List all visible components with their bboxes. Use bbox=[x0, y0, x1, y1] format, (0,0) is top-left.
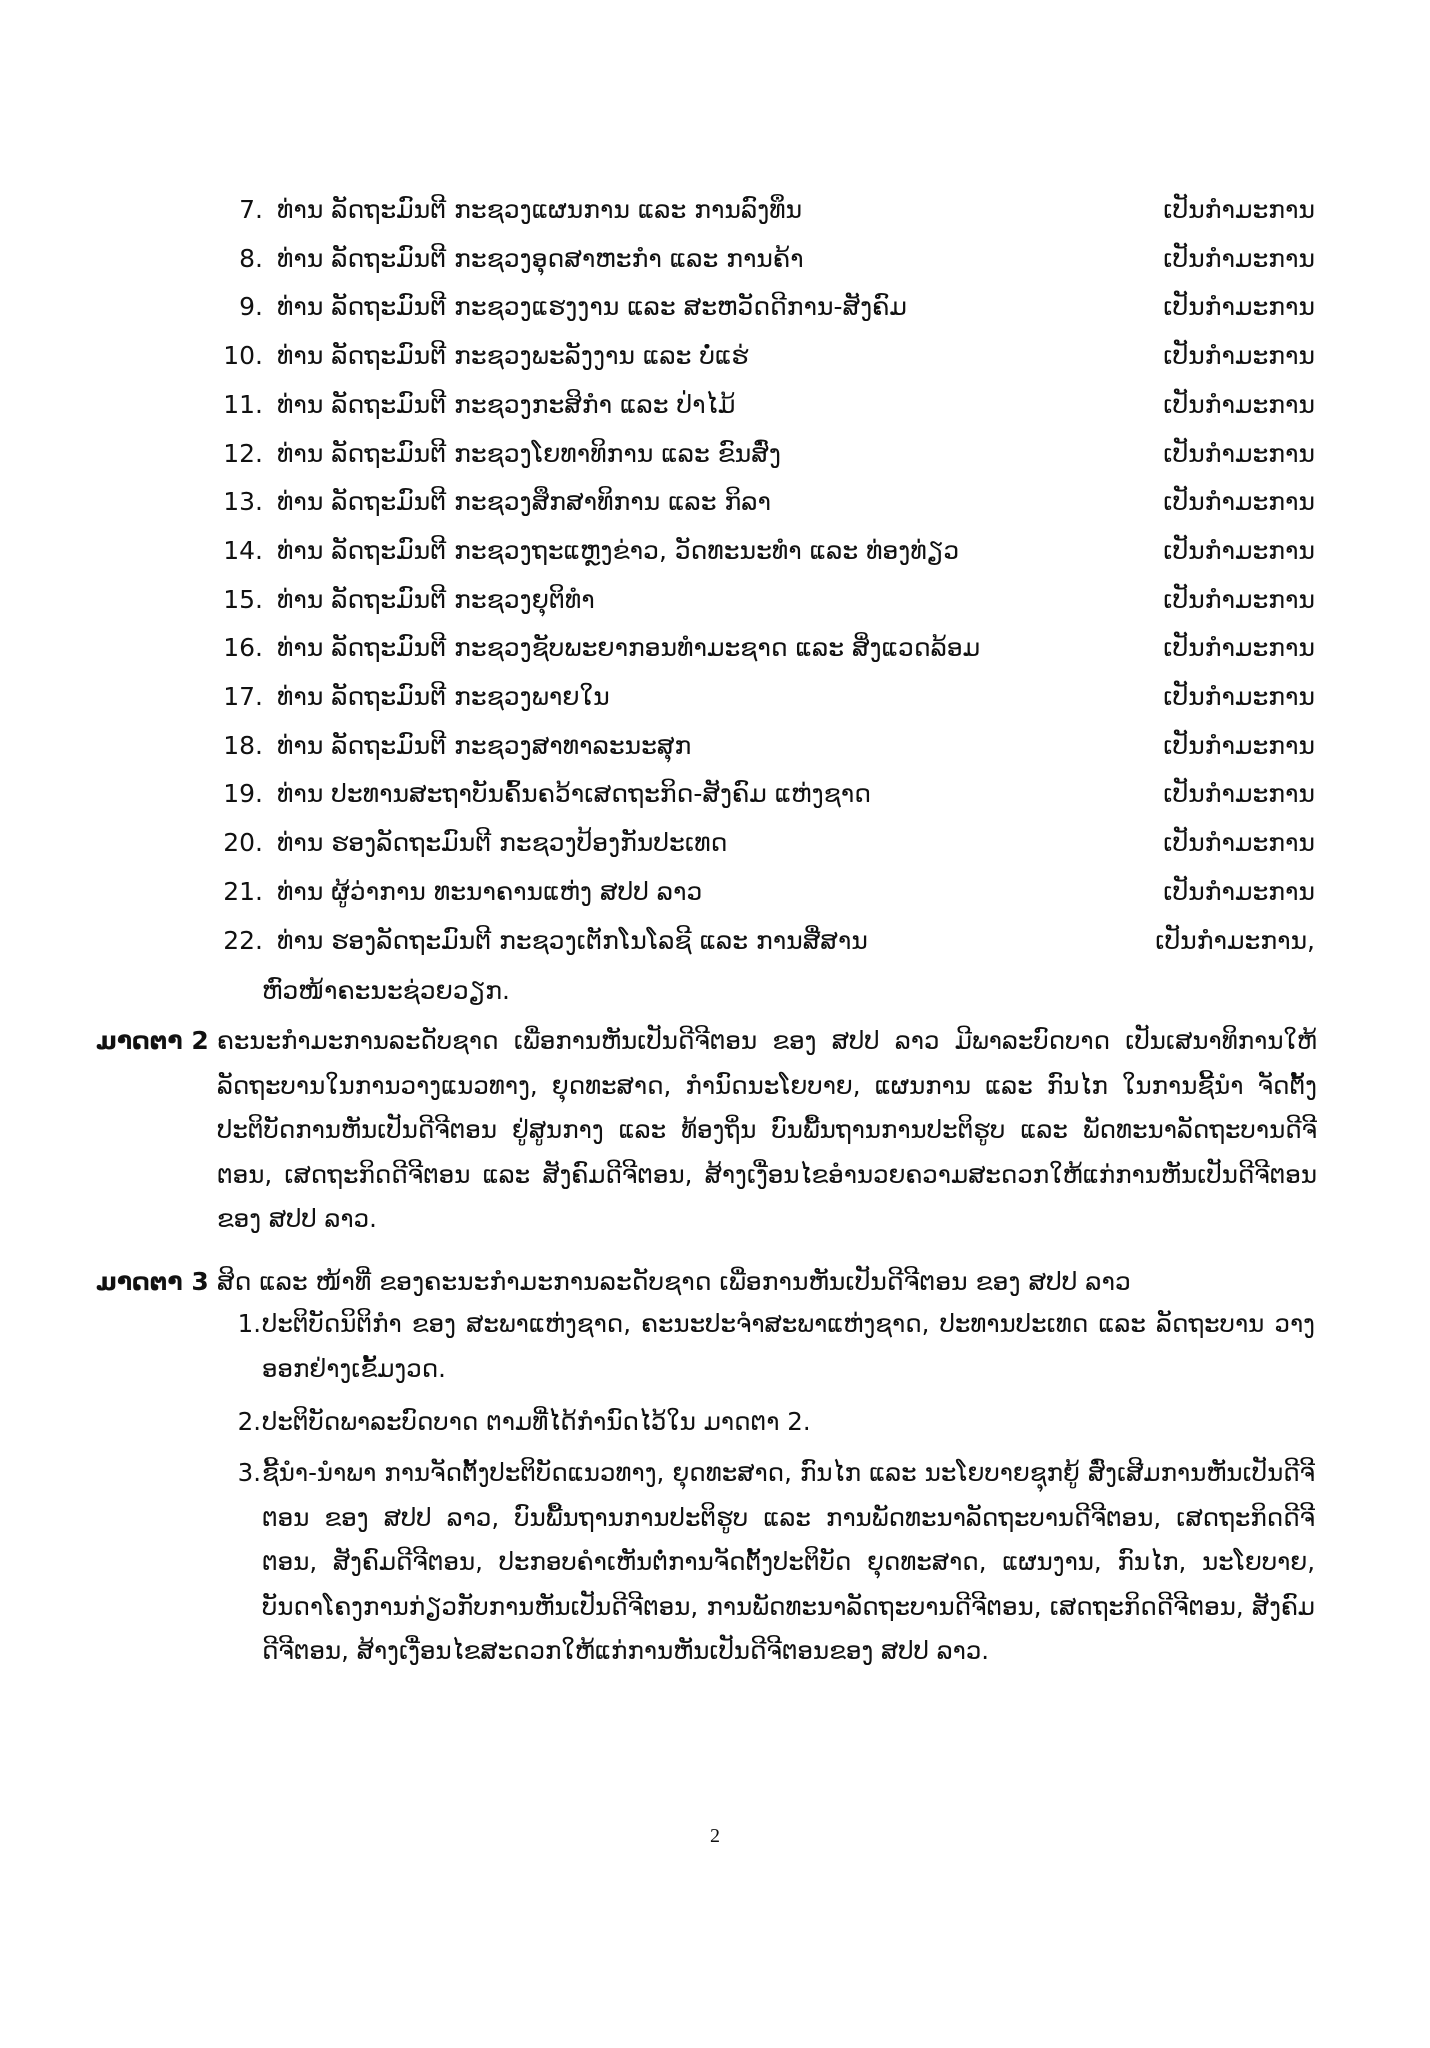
member-continuation: ຫົວໜ້າຄະນະຊ່ວຍວຽກ. bbox=[262, 976, 510, 1005]
item-text: ປະຕິບັດພາລະບົດບາດ ຕາມທີ່ໄດ້ກຳນົດໄວ້ໃນ ມາດຕາ 2. bbox=[262, 1407, 811, 1436]
member-number: 17. bbox=[223, 682, 263, 711]
member-name: ທ່ານ ຮອງລັດຖະມົນຕີ ກະຊວງປ້ອງກັນປະເທດ bbox=[277, 828, 728, 858]
member-row bbox=[215, 336, 1315, 376]
member-number: 22. bbox=[223, 925, 263, 955]
member-role: ເປັນກຳມະການ, bbox=[1155, 925, 1315, 955]
member-name: ທ່ານ ຮອງລັດຖະມົນຕີ ກະຊວງເຕັກໂນໂລຊີ ແລະ ການສື່ສານ bbox=[277, 925, 868, 955]
member-role: ເປັນກຳມະການ bbox=[1163, 535, 1315, 565]
member-name: ທ່ານ ລັດຖະມົນຕີ ກະຊວງພະລັງງານ ແລະ ບໍ່ແຮ່ bbox=[277, 341, 749, 371]
member-role: ເປັນກຳມະການ bbox=[1163, 195, 1315, 224]
member-name: ທ່ານ ຜູ້ວ່າການ ທະນາຄານແຫ່ງ ສປປ ລາວ bbox=[277, 876, 703, 906]
member-role: ເປັນກຳມະການ bbox=[1163, 779, 1315, 809]
member-role: ເປັນກຳມະການ bbox=[1163, 876, 1315, 906]
member-number: 21. bbox=[223, 876, 263, 906]
article-3-heading: ສິດ ແລະ ໜ້າທີ່ ຂອງຄະນະກຳມະການລະດັບຊາດ ເພື່ອການຫັນເປັນດີຈີຕອນ ຂອງ ສປປ ລາວ bbox=[217, 1267, 1131, 1296]
member-row bbox=[215, 434, 1315, 474]
member-row bbox=[215, 531, 1315, 571]
page-number: 2 bbox=[710, 1825, 720, 1847]
article-2-label: ມາດຕາ 2 bbox=[96, 1026, 209, 1055]
member-row bbox=[215, 921, 1315, 961]
member-row bbox=[215, 580, 1315, 620]
member-role: ເປັນກຳມະການ bbox=[1163, 438, 1315, 468]
member-row bbox=[215, 726, 1315, 766]
member-number: 9. bbox=[239, 292, 263, 322]
member-number: 18. bbox=[223, 730, 263, 760]
member-number: 15. bbox=[223, 584, 263, 614]
member-row bbox=[215, 677, 1315, 717]
member-role: ເປັນກຳມະການ bbox=[1163, 243, 1315, 273]
member-role: ເປັນກຳມະການ bbox=[1163, 682, 1315, 711]
member-number: 11. bbox=[223, 389, 263, 419]
member-number: 8. bbox=[239, 243, 263, 273]
item-number: 3. bbox=[237, 1458, 261, 1487]
item-number: 2. bbox=[237, 1407, 261, 1436]
member-row bbox=[215, 190, 1315, 230]
article-3-item bbox=[215, 1400, 1315, 1445]
member-row bbox=[215, 482, 1315, 522]
member-name: ທ່ານ ລັດຖະມົນຕີ ກະຊວງຊັບພະຍາກອນທຳມະຊາດ ແລະ ສິ່ງແວດລ້ອມ bbox=[277, 633, 981, 663]
member-row bbox=[215, 823, 1315, 863]
member-role: ເປັນກຳມະການ bbox=[1163, 828, 1315, 858]
member-name: ທ່ານ ລັດຖະມົນຕີ ກະຊວງແຜນການ ແລະ ການລົງທຶນ bbox=[277, 195, 803, 224]
member-role: ເປັນກຳມະການ bbox=[1163, 341, 1315, 371]
member-role: ເປັນກຳມະການ bbox=[1163, 292, 1315, 322]
member-row bbox=[215, 385, 1315, 425]
member-name: ທ່ານ ລັດຖະມົນຕີ ກະຊວງກະສິກຳ ແລະ ປ່າໄມ້ bbox=[277, 389, 736, 419]
member-role: ເປັນກຳມະການ bbox=[1163, 730, 1315, 760]
member-row bbox=[215, 872, 1315, 912]
member-name: ທ່ານ ລັດຖະມົນຕີ ກະຊວງຖະແຫຼງຂ່າວ, ວັດທະນະທຳ ແລະ ທ່ອງທ່ຽວ bbox=[277, 535, 960, 565]
member-name: ທ່ານ ລັດຖະມົນຕີ ກະຊວງອຸດສາຫະກຳ ແລະ ການຄ້າ bbox=[277, 243, 804, 273]
article-3-item bbox=[215, 1451, 1315, 1674]
article-2-text: ຄະນະກຳມະການລະດັບຊາດ ເພື່ອການຫັນເປັນດີຈີຕອນ ຂອງ ສປປ ລາວ ມີພາລະບົດບາດ ເປັນເສນາທິການໃຫ້ລັດຖະບານໃນການວາງແນວທາງ, ຍຸດທະສາດ, ກຳນົດນະໂຍບາຍ, ແຜນການ ແລະ ກົນໄກ ໃນການຊີ້ນຳ ຈັດຕັ້ງປະຕິບັດການຫັນເປັນດີຈີຕອນ ຢູ່ສູນກາງ ແລະ ທ້ອງຖິ່ນ ບົນພື້ນຖານການປະຕິຮູບ ແລະ ພັດທະນາລັດຖະບານດີຈີຕອນ, ເສດຖະກິດດີຈີຕອນ ແລະ ສັງຄົມດີຈີຕອນ, ສ້າງເງື່ອນໄຂອຳນວຍຄວາມສະດວກໃຫ້ແກ່ການຫັນເປັນດີຈີຕອນ ຂອງ ສປປ ລາວ. bbox=[217, 1026, 1317, 1233]
member-name: ທ່ານ ລັດຖະມົນຕີ ກະຊວງສາທາລະນະສຸກ bbox=[277, 730, 692, 760]
member-name: ທ່ານ ລັດຖະມົນຕີ ກະຊວງໂຍທາທິການ ແລະ ຂົນສົ່ງ bbox=[277, 438, 781, 468]
member-row bbox=[215, 239, 1315, 279]
member-name: ທ່ານ ລັດຖະມົນຕີ ກະຊວງແຮງງານ ແລະ ສະຫວັດດີການ-ສັງຄົມ bbox=[277, 292, 907, 322]
member-number: 13. bbox=[223, 487, 263, 517]
item-number: 1. bbox=[237, 1309, 261, 1338]
item-text: ຊີ້ນຳ-ນຳພາ ການຈັດຕັ້ງປະຕິບັດແນວທາງ, ຍຸດທະສາດ, ກົນໄກ ແລະ ນະໂຍບາຍຊຸກຍູ້ ສົ່ງເສີມການຫັນເປັນດີຈີຕອນ ຂອງ ສປປ ລາວ, ບົນພື້ນຖານການປະຕິຮູບ ແລະ ການພັດທະນາລັດຖະບານດີຈີຕອນ, ເສດຖະກິດດີຈີຕອນ, ສັງຄົມດີຈີຕອນ, ປະກອບຄຳເຫັນຕໍ່ການຈັດຕັ້ງປະຕິບັດ ຍຸດທະສາດ, ແຜນງານ, ກົນໄກ, ນະໂຍບາຍ, ບັນດາໂຄງການກ່ຽວກັບການຫັນເປັນດີຈີຕອນ, ການພັດທະນາລັດຖະບານດີຈີຕອນ, ເສດຖະກິດດີຈີຕອນ, ສັງຄົມດີຈີຕອນ, ສ້າງເງື່ອນໄຂສະດວກໃຫ້ແກ່ການຫັນເປັນດີຈີຕອນຂອງ ສປປ ລາວ. bbox=[262, 1458, 1315, 1665]
article-3-item bbox=[215, 1302, 1315, 1391]
member-name: ທ່ານ ລັດຖະມົນຕີ ກະຊວງສຶກສາທິການ ແລະ ກິລາ bbox=[277, 487, 772, 517]
member-number: 20. bbox=[223, 828, 263, 858]
member-role: ເປັນກຳມະການ bbox=[1163, 584, 1315, 614]
member-number: 7. bbox=[239, 195, 263, 224]
member-role: ເປັນກຳມະການ bbox=[1163, 389, 1315, 419]
member-number: 10. bbox=[223, 341, 263, 371]
item-text: ປະຕິບັດນິຕິກຳ ຂອງ ສະພາແຫ່ງຊາດ, ຄະນະປະຈຳສະພາແຫ່ງຊາດ, ປະທານປະເທດ ແລະ ລັດຖະບານ ວາງອອກຢ່າງເຂັ້ມງວດ. bbox=[262, 1309, 1315, 1383]
member-role: ເປັນກຳມະການ bbox=[1163, 633, 1315, 663]
member-row bbox=[215, 774, 1315, 814]
member-role: ເປັນກຳມະການ bbox=[1163, 487, 1315, 517]
article-3-label: ມາດຕາ 3 bbox=[96, 1267, 209, 1296]
member-name: ທ່ານ ປະທານສະຖາບັນຄົ້ນຄວ້າເສດຖະກິດ-ສັງຄົມ ແຫ່ງຊາດ bbox=[277, 779, 871, 809]
member-name: ທ່ານ ລັດຖະມົນຕີ ກະຊວງຍຸຕິທຳ bbox=[277, 584, 595, 614]
member-row bbox=[215, 287, 1315, 327]
member-number: 14. bbox=[223, 535, 263, 565]
member-name: ທ່ານ ລັດຖະມົນຕີ ກະຊວງພາຍໃນ bbox=[277, 682, 610, 711]
member-number: 19. bbox=[223, 779, 263, 809]
member-number: 12. bbox=[223, 438, 263, 468]
member-row bbox=[215, 628, 1315, 668]
member-number: 16. bbox=[223, 633, 263, 663]
